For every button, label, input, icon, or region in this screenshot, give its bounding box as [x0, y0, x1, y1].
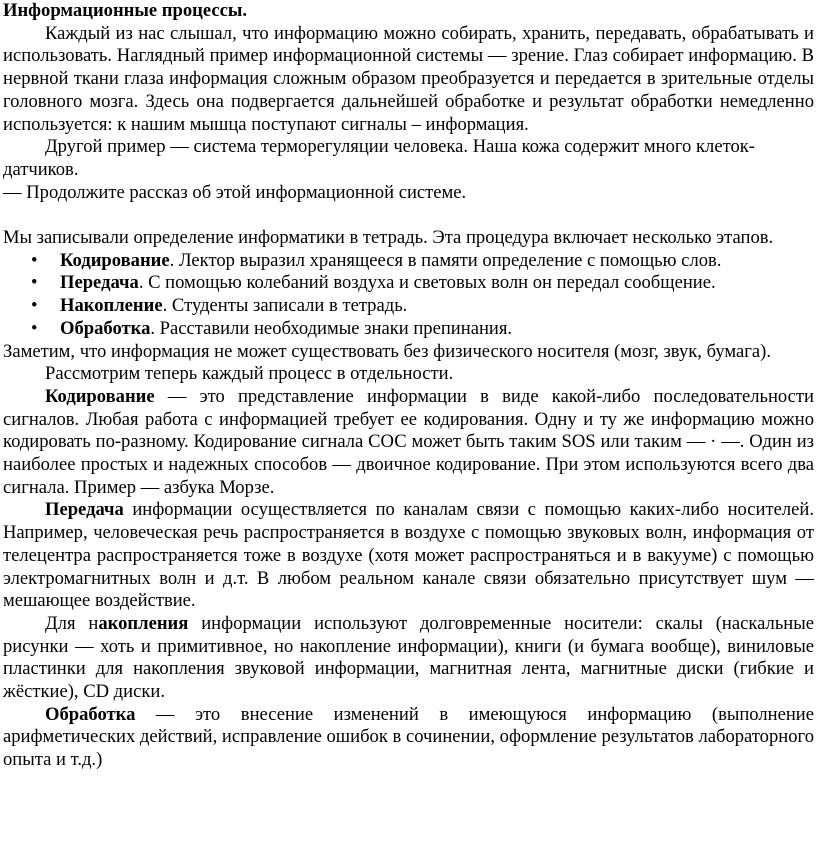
- page-title: Информационные процессы.: [3, 0, 248, 21]
- section-term: Кодирование: [45, 385, 155, 407]
- stages-list: [3, 250, 814, 341]
- section-prefix: Для н: [45, 612, 99, 634]
- bullet-icon: •: [31, 295, 38, 317]
- intro-paragraph-vision: Каждый из нас слышал, что информацию можно собирать, хранить, передавать, обрабатывать и использовать. Наглядный пример информационной системы — зрение. Глаз собирает информацию. В нервной ткани глаза информация сложным образом преобразуется и передается в зрительные отделы головного мозга. Здесь она подвергается дальнейшей обработке и результат обработки немедленно используется: к нашим мышца поступают сигналы – информация.: [3, 22, 814, 135]
- section-transmission: [3, 499, 814, 613]
- section-term: акопления: [98, 612, 189, 634]
- bullet-icon: •: [31, 317, 38, 339]
- section-processing: [3, 704, 814, 772]
- section-text: — это внесение изменений в имеющуюся информацию (выполнение арифметических действий, исправление ошибок в сочинении, оформление результатов лабораторного опыта и т.д.): [3, 703, 814, 771]
- list-item: [3, 318, 814, 341]
- stage-text: . С помощью колебаний воздуха и световых волн он передал сообщение.: [138, 272, 716, 294]
- stage-text: . Лектор выразил хранящееся в памяти определение с помощью слов.: [169, 249, 722, 271]
- stage-text: . Расставили необходимые знаки препинания.: [150, 317, 513, 339]
- section-term: Передача: [45, 499, 124, 521]
- record-lead: Мы записывали определение информатики в тетрадь. Эта процедура включает несколько этапов.: [3, 227, 774, 249]
- section-storage: [3, 613, 814, 704]
- section-text: информации используют долговременные носители: скалы (наскальные рисунки — хоть и примитивное, но накопление информации), книги (и бумага вообще), виниловые пластинки для накопления звуковой информации, магнитная лента, магнитные диски (гибкие и жёсткие), CD диски.: [3, 612, 814, 703]
- stage-term: Передача: [60, 272, 139, 294]
- list-item: [3, 272, 814, 295]
- section-term: Обработка: [45, 703, 136, 725]
- blank-line: [3, 204, 814, 227]
- bullet-icon: •: [31, 249, 38, 271]
- stage-text: . Студенты записали в тетрадь.: [162, 295, 408, 317]
- consider-line: Рассмотрим теперь каждый процесс в отдельности.: [45, 363, 454, 385]
- list-item: [3, 295, 814, 318]
- intro-paragraph-thermoregulation: Другой пример — система терморегуляции человека. Наша кожа содержит много клеток-датчиков.: [3, 136, 755, 180]
- stage-term: Обработка: [60, 317, 151, 339]
- list-item: [3, 250, 814, 273]
- stage-term: Кодирование: [60, 249, 170, 271]
- section-text: — это представление информации в виде какой-либо последовательности сигналов. Любая работа с информацией требует ее кодирования. Одну и ту же информацию можно кодировать по-разному. Кодирование сигнала СОС может быть таким SOS или таким — · —. Один из наиболее простых и надежных способов — двоичное кодирование. При этом используются всего два сигнала. Пример — азбука Морзе.: [3, 385, 814, 498]
- intro-task: — Продолжите рассказ об этой информационной системе.: [3, 181, 467, 203]
- section-text: информации осуществляется по каналам связи с помощью каких-либо носителей. Например, человеческая речь распространяется в воздухе с помощью звуковых волн, информация от телецентра распространяется тоже в воздухе (хотя может распространяться и в вакууме) с помощью электромагнитных волн и д.т. В любом реальном канале связи обязательно присутствует шум — мешающее воздействие.: [3, 499, 814, 612]
- section-coding: [3, 386, 814, 500]
- carrier-note: Заметим, что информация не может существовать без физического носителя (мозг, звук, бумага).: [3, 340, 771, 362]
- bullet-icon: •: [31, 272, 38, 294]
- stage-term: Накопление: [60, 295, 163, 317]
